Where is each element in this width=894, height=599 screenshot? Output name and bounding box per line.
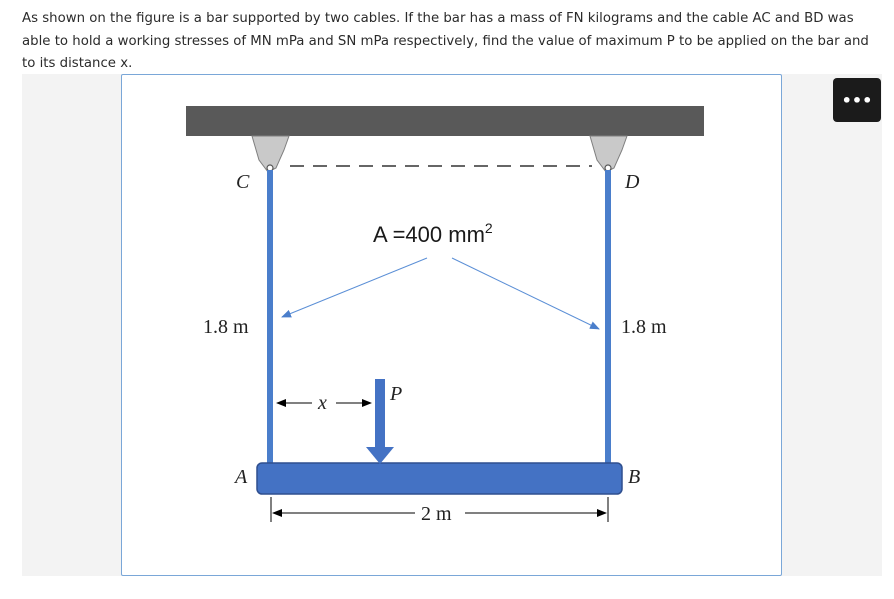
label-d: D: [625, 171, 640, 193]
label-a: A: [235, 466, 248, 488]
right-bracket: [590, 136, 627, 172]
ellipsis-icon: •••: [841, 90, 873, 110]
label-b: B: [628, 466, 641, 488]
area-label: A =400 $mm^2$: [373, 220, 493, 247]
area-leader-left: [282, 258, 427, 317]
area-leader-right: [452, 258, 599, 329]
label-c: C: [236, 171, 250, 193]
area-exponent: 2: [484, 220, 493, 236]
x-label: x: [318, 392, 327, 414]
rigid-bar: [257, 463, 622, 494]
p-label: P: [390, 383, 403, 405]
left-bracket: [252, 136, 289, 172]
question-text: As shown on the figure is a bar supported by two cables. If the bar has a mass of FN kilograms and the cable AC and BD was able to hold a working stresses of MN mPa and SN mPa respectively, find the value of maximum P to be applied on the bar and to its distance x.: [22, 11, 869, 71]
span-label: 2 m: [421, 503, 452, 525]
left-cable-length: 1.8 m: [203, 316, 249, 338]
cable-ac: [267, 170, 273, 466]
ceiling-support: [186, 106, 704, 136]
right-cable-length: 1.8 m: [621, 316, 667, 338]
cable-bd: [605, 170, 611, 466]
